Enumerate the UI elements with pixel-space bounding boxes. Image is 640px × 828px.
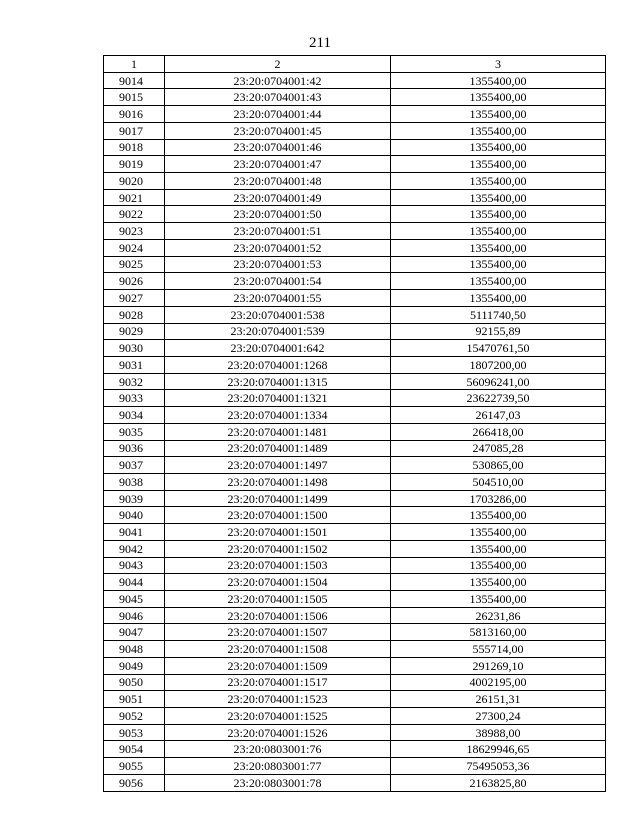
- cadastral-number-cell: 23:20:0704001:642: [165, 340, 391, 357]
- value-cell: 26231,86: [391, 607, 606, 624]
- row-number-cell: 9015: [104, 89, 165, 106]
- cadastral-number-cell: 23:20:0704001:1497: [165, 457, 391, 474]
- cadastral-number-cell: 23:20:0704001:53: [165, 256, 391, 273]
- cadastral-number-cell: 23:20:0704001:1509: [165, 657, 391, 674]
- table-row: [104, 591, 606, 608]
- table-row: [104, 574, 606, 591]
- cadastral-number-cell: 23:20:0704001:51: [165, 223, 391, 240]
- value-cell: 1355400,00: [391, 290, 606, 307]
- value-cell: 1355400,00: [391, 507, 606, 524]
- value-cell: 1355400,00: [391, 156, 606, 173]
- cadastral-number-cell: 23:20:0704001:1503: [165, 557, 391, 574]
- table-row: [104, 758, 606, 775]
- row-number-cell: 9035: [104, 423, 165, 440]
- cadastral-number-cell: 23:20:0704001:45: [165, 122, 391, 139]
- row-number-cell: 9051: [104, 691, 165, 708]
- cadastral-number-cell: 23:20:0803001:76: [165, 741, 391, 758]
- cadastral-number-cell: 23:20:0704001:1499: [165, 490, 391, 507]
- cadastral-number-cell: 23:20:0704001:50: [165, 206, 391, 223]
- table-row: [104, 290, 606, 307]
- value-cell: 27300,24: [391, 708, 606, 725]
- row-number-cell: 9031: [104, 356, 165, 373]
- table-row: [104, 122, 606, 139]
- row-number-cell: 9032: [104, 373, 165, 390]
- table-row: [104, 774, 606, 791]
- row-number-cell: 9047: [104, 624, 165, 641]
- value-cell: 1355400,00: [391, 273, 606, 290]
- row-number-cell: 9041: [104, 524, 165, 541]
- cadastral-number-cell: 23:20:0704001:539: [165, 323, 391, 340]
- cadastral-number-cell: 23:20:0704001:1523: [165, 691, 391, 708]
- row-number-cell: 9037: [104, 457, 165, 474]
- row-number-cell: 9049: [104, 657, 165, 674]
- value-cell: 2163825,80: [391, 774, 606, 791]
- table-row: [104, 106, 606, 123]
- row-number-cell: 9046: [104, 607, 165, 624]
- row-number-cell: 9036: [104, 440, 165, 457]
- value-cell: 1355400,00: [391, 591, 606, 608]
- table-row: [104, 540, 606, 557]
- table-row: [104, 139, 606, 156]
- row-number-cell: 9052: [104, 708, 165, 725]
- row-number-cell: 9033: [104, 390, 165, 407]
- value-cell: 1355400,00: [391, 223, 606, 240]
- table-row: [104, 423, 606, 440]
- cadastral-number-cell: 23:20:0704001:49: [165, 189, 391, 206]
- cadastral-number-cell: 23:20:0704001:1334: [165, 407, 391, 424]
- cadastral-number-cell: 23:20:0704001:1268: [165, 356, 391, 373]
- cadastral-number-cell: 23:20:0803001:77: [165, 758, 391, 775]
- table-row: [104, 340, 606, 357]
- cadastral-number-cell: 23:20:0704001:1502: [165, 540, 391, 557]
- row-number-cell: 9050: [104, 674, 165, 691]
- cadastral-number-cell: 23:20:0704001:1498: [165, 473, 391, 490]
- cadastral-number-cell: 23:20:0704001:1489: [165, 440, 391, 457]
- cadastral-number-cell: 23:20:0704001:48: [165, 173, 391, 190]
- value-cell: 26147,03: [391, 407, 606, 424]
- row-number-cell: 9034: [104, 407, 165, 424]
- row-number-cell: 9016: [104, 106, 165, 123]
- table-row: [104, 223, 606, 240]
- table-row: [104, 741, 606, 758]
- table-row: [104, 657, 606, 674]
- cadastral-number-cell: 23:20:0704001:42: [165, 72, 391, 89]
- table-row: [104, 256, 606, 273]
- value-cell: 1355400,00: [391, 189, 606, 206]
- column-header-1: 1: [104, 56, 165, 73]
- value-cell: 1355400,00: [391, 256, 606, 273]
- value-cell: 530865,00: [391, 457, 606, 474]
- cadastral-number-cell: 23:20:0704001:1506: [165, 607, 391, 624]
- row-number-cell: 9042: [104, 540, 165, 557]
- row-number-cell: 9040: [104, 507, 165, 524]
- cadastral-number-cell: 23:20:0704001:1504: [165, 574, 391, 591]
- row-number-cell: 9026: [104, 273, 165, 290]
- row-number-cell: 9044: [104, 574, 165, 591]
- table-row: [104, 407, 606, 424]
- value-cell: 1355400,00: [391, 557, 606, 574]
- row-number-cell: 9021: [104, 189, 165, 206]
- table-row: [104, 557, 606, 574]
- table-row: [104, 273, 606, 290]
- page-number: 211: [309, 35, 331, 51]
- cadastral-number-cell: 23:20:0704001:54: [165, 273, 391, 290]
- table-row: [104, 440, 606, 457]
- cadastral-number-cell: 23:20:0704001:55: [165, 290, 391, 307]
- row-number-cell: 9027: [104, 290, 165, 307]
- cadastral-number-cell: 23:20:0704001:1517: [165, 674, 391, 691]
- row-number-cell: 9030: [104, 340, 165, 357]
- value-cell: 4002195,00: [391, 674, 606, 691]
- row-number-cell: 9014: [104, 72, 165, 89]
- value-cell: 23622739,50: [391, 390, 606, 407]
- value-cell: 92155,89: [391, 323, 606, 340]
- table-row: [104, 306, 606, 323]
- column-header-3: 3: [391, 56, 606, 73]
- table-row: [104, 490, 606, 507]
- value-cell: 1355400,00: [391, 106, 606, 123]
- table-row: [104, 524, 606, 541]
- value-cell: 1355400,00: [391, 139, 606, 156]
- cadastral-number-cell: 23:20:0704001:1481: [165, 423, 391, 440]
- value-cell: 1355400,00: [391, 72, 606, 89]
- value-cell: 26151,31: [391, 691, 606, 708]
- table-row: [104, 89, 606, 106]
- value-cell: 1355400,00: [391, 239, 606, 256]
- table-row: [104, 206, 606, 223]
- row-number-cell: 9025: [104, 256, 165, 273]
- value-cell: 1355400,00: [391, 540, 606, 557]
- registry-table: [103, 55, 606, 792]
- cadastral-number-cell: 23:20:0704001:1505: [165, 591, 391, 608]
- table-row: [104, 72, 606, 89]
- value-cell: 38988,00: [391, 724, 606, 741]
- table-row: [104, 239, 606, 256]
- table-row: [104, 607, 606, 624]
- value-cell: 56096241,00: [391, 373, 606, 390]
- table-row: [104, 323, 606, 340]
- row-number-cell: 9018: [104, 139, 165, 156]
- value-cell: 1703286,00: [391, 490, 606, 507]
- cadastral-number-cell: 23:20:0704001:52: [165, 239, 391, 256]
- cadastral-number-cell: 23:20:0704001:43: [165, 89, 391, 106]
- value-cell: 555714,00: [391, 641, 606, 658]
- row-number-cell: 9038: [104, 473, 165, 490]
- table-row: [104, 624, 606, 641]
- row-number-cell: 9017: [104, 122, 165, 139]
- row-number-cell: 9019: [104, 156, 165, 173]
- row-number-cell: 9028: [104, 306, 165, 323]
- table-row: [104, 156, 606, 173]
- table-row: [104, 173, 606, 190]
- value-cell: 1355400,00: [391, 173, 606, 190]
- table-row: [104, 390, 606, 407]
- table-row: [104, 691, 606, 708]
- row-number-cell: 9039: [104, 490, 165, 507]
- row-number-cell: 9056: [104, 774, 165, 791]
- cadastral-number-cell: 23:20:0704001:44: [165, 106, 391, 123]
- cadastral-number-cell: 23:20:0704001:1500: [165, 507, 391, 524]
- row-number-cell: 9023: [104, 223, 165, 240]
- row-number-cell: 9020: [104, 173, 165, 190]
- cadastral-number-cell: 23:20:0704001:1507: [165, 624, 391, 641]
- cadastral-number-cell: 23:20:0803001:78: [165, 774, 391, 791]
- value-cell: 1807200,00: [391, 356, 606, 373]
- cadastral-number-cell: 23:20:0704001:538: [165, 306, 391, 323]
- row-number-cell: 9048: [104, 641, 165, 658]
- table-body: [104, 72, 606, 791]
- cadastral-number-cell: 23:20:0704001:1501: [165, 524, 391, 541]
- row-number-cell: 9029: [104, 323, 165, 340]
- table-row: [104, 457, 606, 474]
- table-row: [104, 356, 606, 373]
- row-number-cell: 9022: [104, 206, 165, 223]
- value-cell: 1355400,00: [391, 122, 606, 139]
- row-number-cell: 9053: [104, 724, 165, 741]
- cadastral-number-cell: 23:20:0704001:47: [165, 156, 391, 173]
- row-number-cell: 9045: [104, 591, 165, 608]
- value-cell: 18629946,65: [391, 741, 606, 758]
- table-row: [104, 708, 606, 725]
- row-number-cell: 9055: [104, 758, 165, 775]
- value-cell: 504510,00: [391, 473, 606, 490]
- value-cell: 5813160,00: [391, 624, 606, 641]
- cadastral-number-cell: 23:20:0704001:1321: [165, 390, 391, 407]
- table-row: [104, 724, 606, 741]
- value-cell: 291269,10: [391, 657, 606, 674]
- cadastral-number-cell: 23:20:0704001:1526: [165, 724, 391, 741]
- table-row: [104, 641, 606, 658]
- table-header-row: [104, 56, 606, 73]
- table-row: [104, 373, 606, 390]
- cadastral-number-cell: 23:20:0704001:46: [165, 139, 391, 156]
- value-cell: 266418,00: [391, 423, 606, 440]
- row-number-cell: 9043: [104, 557, 165, 574]
- value-cell: 247085,28: [391, 440, 606, 457]
- table-row: [104, 507, 606, 524]
- table-row: [104, 189, 606, 206]
- value-cell: 5111740,50: [391, 306, 606, 323]
- value-cell: 1355400,00: [391, 206, 606, 223]
- cadastral-number-cell: 23:20:0704001:1508: [165, 641, 391, 658]
- column-header-2: 2: [165, 56, 391, 73]
- cadastral-number-cell: 23:20:0704001:1525: [165, 708, 391, 725]
- value-cell: 15470761,50: [391, 340, 606, 357]
- table-row: [104, 674, 606, 691]
- table-row: [104, 473, 606, 490]
- value-cell: 75495053,36: [391, 758, 606, 775]
- value-cell: 1355400,00: [391, 89, 606, 106]
- cadastral-number-cell: 23:20:0704001:1315: [165, 373, 391, 390]
- row-number-cell: 9024: [104, 239, 165, 256]
- value-cell: 1355400,00: [391, 524, 606, 541]
- value-cell: 1355400,00: [391, 574, 606, 591]
- row-number-cell: 9054: [104, 741, 165, 758]
